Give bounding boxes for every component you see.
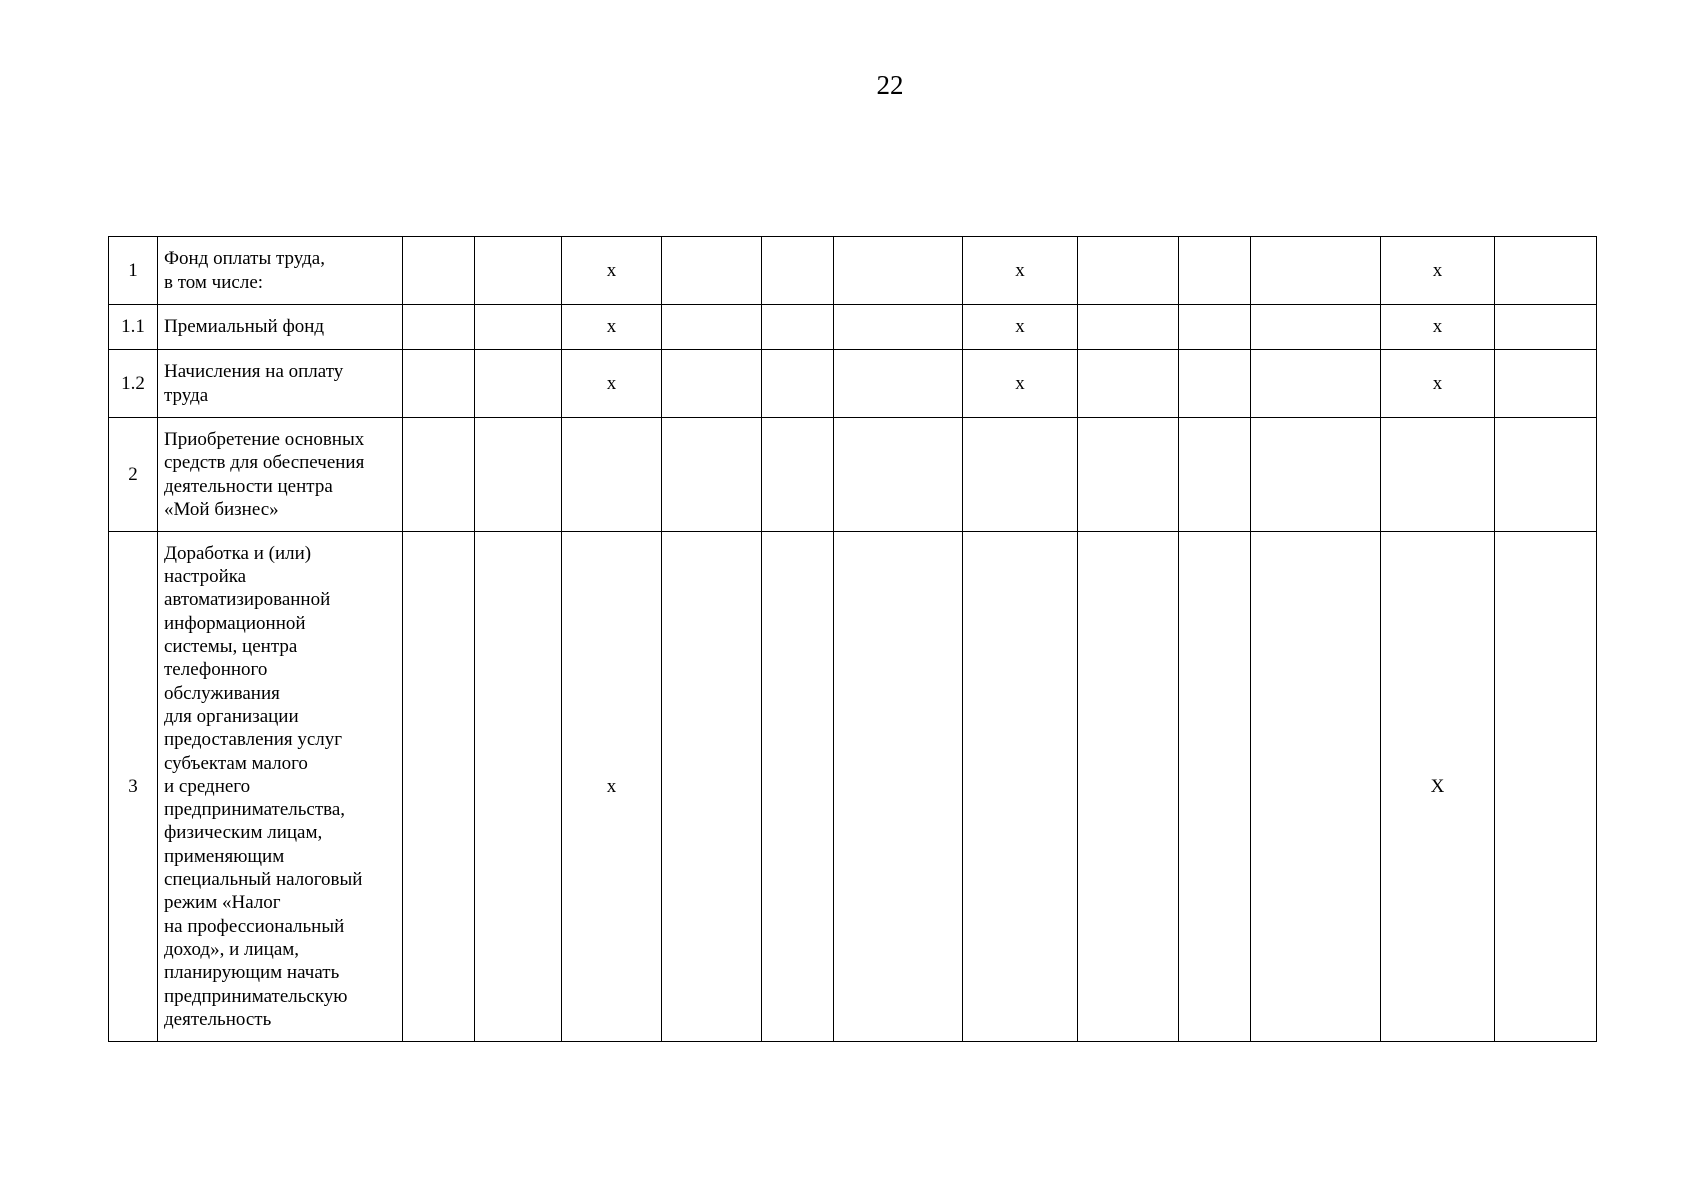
table-cell: [475, 350, 562, 418]
row-name: [158, 418, 403, 532]
table-cell: [403, 350, 475, 418]
table-row: [109, 350, 1597, 418]
row-name: [158, 237, 403, 305]
table-cell: [762, 350, 834, 418]
table-cell: [662, 532, 762, 1042]
table-cell: [403, 418, 475, 532]
row-number: 1.2: [109, 350, 158, 418]
table-cell: [1251, 305, 1381, 350]
table-cell: [834, 532, 963, 1042]
table-cell: [1495, 350, 1597, 418]
table-cell: [834, 305, 963, 350]
table-row: [109, 532, 1597, 1042]
table-cell: x: [963, 350, 1078, 418]
table-cell: [1078, 532, 1179, 1042]
page-number: 22: [876, 70, 904, 100]
table-cell: [662, 418, 762, 532]
table-cell: [1251, 532, 1381, 1042]
table-cell: [762, 305, 834, 350]
row-number: 1: [109, 237, 158, 305]
table-cell: X: [1381, 532, 1495, 1042]
table-cell: x: [1381, 305, 1495, 350]
table-cell: x: [963, 237, 1078, 305]
table-cell: [562, 418, 662, 532]
table-cell: x: [963, 305, 1078, 350]
table-cell: [1251, 350, 1381, 418]
table-cell: [475, 532, 562, 1042]
table-cell: [475, 305, 562, 350]
table-cell: [762, 532, 834, 1042]
table-cell: [1179, 532, 1251, 1042]
row-number: 3: [109, 532, 158, 1042]
table-cell: [1179, 418, 1251, 532]
table-cell: [662, 350, 762, 418]
table-cell: [475, 237, 562, 305]
row-name-text: Фонд оплаты труда, в том числе:: [164, 248, 325, 293]
table-row: [109, 237, 1597, 305]
table-cell: [1495, 237, 1597, 305]
table-cell: [1381, 418, 1495, 532]
table-cell: [1179, 237, 1251, 305]
row-number: 2: [109, 418, 158, 532]
table-cell: [834, 418, 963, 532]
table-row: [109, 418, 1597, 532]
table-cell: [662, 305, 762, 350]
table-cell: [403, 237, 475, 305]
row-name-text: Доработка и (или) настройка автоматизированной информационной системы, центра телефонного обслуживания для организации предоставления услуг субъектам малого и среднего предпринимательства, физическим лицам, применяющим специальный налоговый режим «Налог на профессиональный доход», и лицам, планирующим начать предпринимательскую деятельность: [164, 542, 363, 1030]
table-cell: [1179, 350, 1251, 418]
table-cell: [403, 305, 475, 350]
row-name-text: Начисления на оплату труда: [164, 361, 344, 406]
table-cell: [1251, 418, 1381, 532]
table-cell: [1078, 350, 1179, 418]
table-cell: x: [1381, 237, 1495, 305]
table-cell: [1251, 237, 1381, 305]
table-cell: [1078, 418, 1179, 532]
table-cell: [662, 237, 762, 305]
row-name: [158, 532, 403, 1042]
table-cell: [762, 418, 834, 532]
row-number: 1.1: [109, 305, 158, 350]
table-cell: [475, 418, 562, 532]
table-cell: [1495, 305, 1597, 350]
table-cell: [762, 237, 834, 305]
table-cell: [1078, 305, 1179, 350]
budget-table: [108, 236, 1597, 1042]
table-cell: [1078, 237, 1179, 305]
table-cell: x: [562, 305, 662, 350]
table-cell: [834, 350, 963, 418]
table-cell: x: [562, 350, 662, 418]
table-cell: x: [562, 532, 662, 1042]
table-cell: x: [1381, 350, 1495, 418]
table-row: [109, 305, 1597, 350]
table-cell: [834, 237, 963, 305]
table-cell: x: [562, 237, 662, 305]
table-cell: [1495, 418, 1597, 532]
row-name-text: Премиальный фонд: [164, 316, 325, 338]
table-cell: [1179, 305, 1251, 350]
table-cell: [1495, 532, 1597, 1042]
row-name: [158, 305, 403, 350]
table-cell: [963, 532, 1078, 1042]
row-name: [158, 350, 403, 418]
row-name-text: Приобретение основных средств для обеспечения деятельности центра «Мой бизнес»: [164, 428, 365, 520]
table-cell: [963, 418, 1078, 532]
table-cell: [403, 532, 475, 1042]
